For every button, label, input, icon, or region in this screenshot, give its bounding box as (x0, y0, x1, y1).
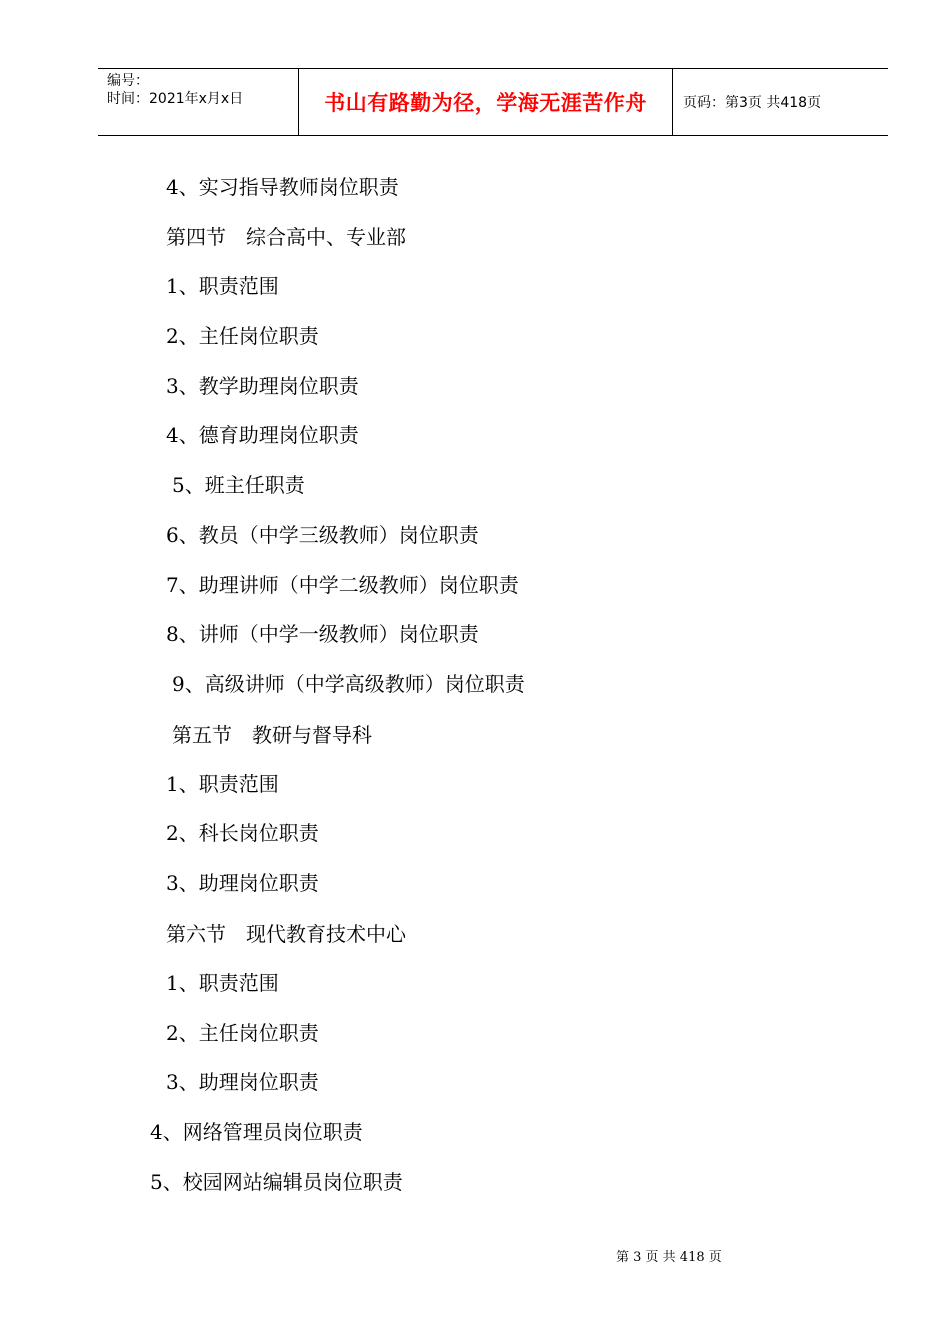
toc-section-heading: 第六节 现代教育技术中心 (166, 922, 406, 946)
header-motto-cell (299, 69, 673, 135)
toc-section-heading: 第四节 综合高中、专业部 (166, 225, 406, 249)
toc-item: 1、职责范围 (166, 274, 279, 298)
page-footer: 第 3 页 共 418 页 (616, 1250, 722, 1265)
toc-item: 1、职责范围 (166, 971, 279, 995)
toc-item: 2、主任岗位职责 (166, 1021, 319, 1045)
time-label: 时间：2021年x月x日 (107, 91, 244, 107)
toc-item: 4、网络管理员岗位职责 (150, 1120, 363, 1144)
toc-item: 3、助理岗位职责 (166, 871, 319, 895)
toc-item: 4、德育助理岗位职责 (166, 423, 359, 447)
toc-item: 3、教学助理岗位职责 (166, 374, 359, 398)
toc-item: 8、讲师（中学一级教师）岗位职责 (166, 622, 479, 646)
code-label: 编号： (107, 73, 149, 89)
toc-item: 7、助理讲师（中学二级教师）岗位职责 (166, 573, 519, 597)
toc-item: 5、班主任职责 (172, 473, 305, 497)
toc-item: 2、科长岗位职责 (166, 821, 319, 845)
toc-item: 2、主任岗位职责 (166, 324, 319, 348)
toc-item: 4、实习指导教师岗位职责 (166, 175, 399, 199)
toc-item: 9、高级讲师（中学高级教师）岗位职责 (172, 672, 525, 696)
header-page-cell (673, 69, 888, 135)
toc-item: 3、助理岗位职责 (166, 1070, 319, 1094)
motto: 书山有路勤为径，学海无涯苦作舟 (324, 91, 647, 115)
page-info: 页码：第3页 共418页 (683, 95, 822, 111)
page-header (98, 68, 888, 136)
header-meta-cell (98, 69, 299, 135)
toc-section-heading: 第五节 教研与督导科 (172, 723, 372, 747)
toc-item: 6、教员（中学三级教师）岗位职责 (166, 523, 479, 547)
toc-item: 5、校园网站编辑员岗位职责 (150, 1170, 403, 1194)
toc-item: 1、职责范围 (166, 772, 279, 796)
